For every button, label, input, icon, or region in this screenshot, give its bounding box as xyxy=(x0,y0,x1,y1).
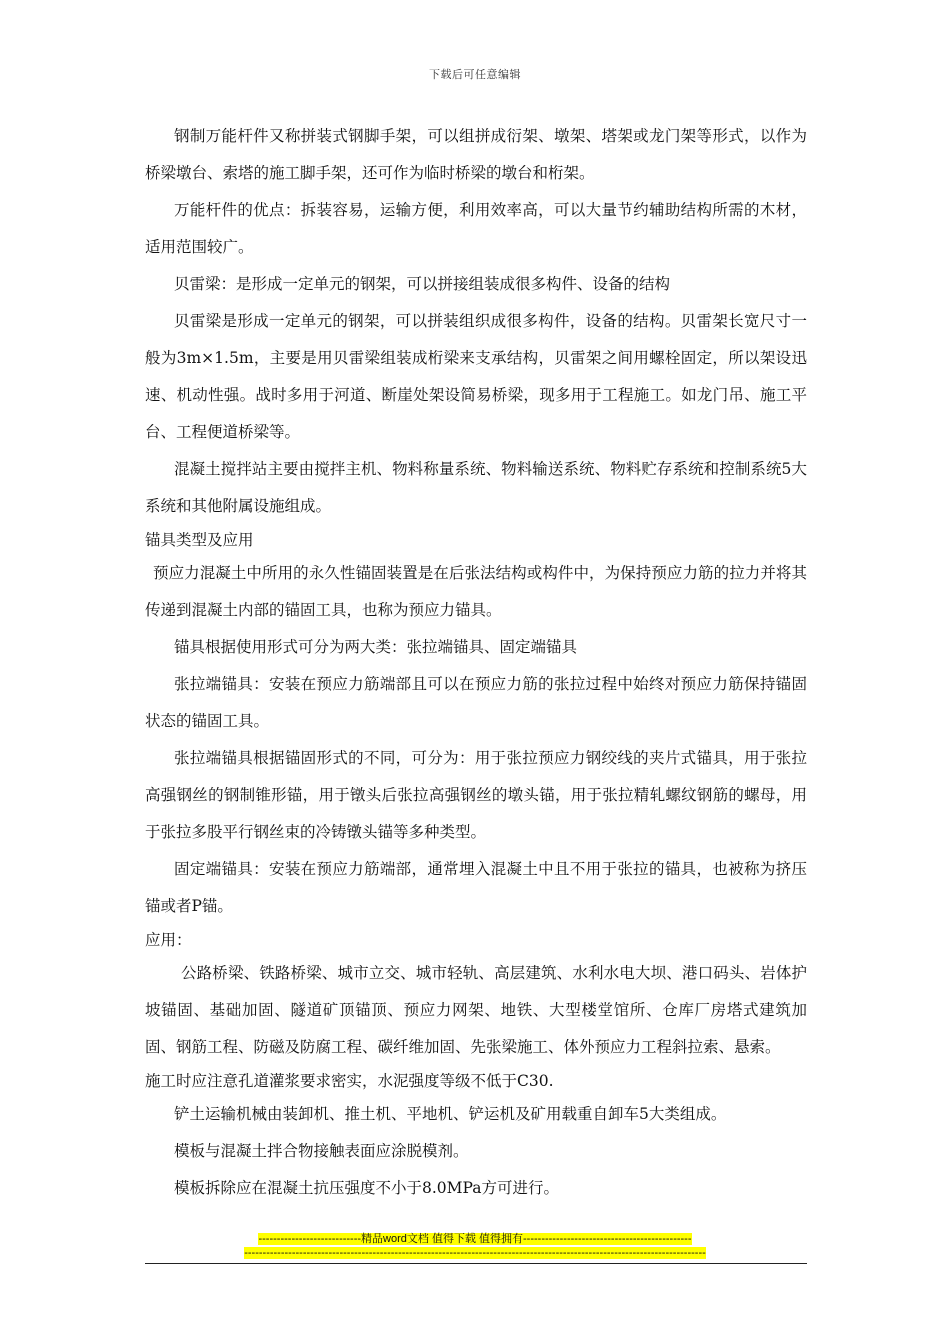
paragraph-grouting-note: 施工时应注意孔道灌浆要求密实，水泥强度等级不低于C30. xyxy=(145,1072,554,1090)
paragraph-formwork-removal: 模板拆除应在混凝土抗压强度不小于8.0MPa方可进行。 xyxy=(174,1179,559,1197)
paragraph-release-agent: 模板与混凝土拌合物接触表面应涂脱模剂。 xyxy=(174,1142,469,1160)
paragraph-fixed-end-anchor: 固定端锚具：安装在预应力筋端部，通常埋入混凝土中且不用于张拉的锚具，也被称为挤压锚或者P锚。 xyxy=(145,860,807,915)
footer-dash-line xyxy=(0,1247,950,1259)
paragraph-bailey-beam-definition: 贝雷梁：是形成一定单元的钢架，可以拼接组装成很多构件、设备的结构 xyxy=(174,275,671,293)
paragraph-bailey-beam-detail: 贝雷梁是形成一定单元的钢架，可以拼装组织成很多构件，设备的结构。贝雷架长宽尺寸一般为3m×1.5m，主要是用贝雷梁组装成桁梁来支承结构，贝雷架之间用螺栓固定，所以架设迅速、机动性强。战时多用于河道、断崖处架设简易桥梁，现多用于工程施工。如龙门吊、施工平台、工程便道桥梁等。 xyxy=(145,312,807,441)
paragraph-tension-end-anchor: 张拉端锚具：安装在预应力筋端部且可以在预应力筋的张拉过程中始终对预应力筋保持锚固状态的锚固工具。 xyxy=(145,675,807,730)
footer-banner-text: ----------------------------精品word文档 值得下载 值得拥有---------------------------------------------- xyxy=(258,1233,692,1245)
paragraph-universal-members: 钢制万能杆件又称拼装式钢脚手架，可以组拼成衍架、墩架、塔架或龙门架等形式，以作为桥梁墩台、索塔的施工脚手架，还可作为临时桥梁的墩台和桁架。 xyxy=(145,127,807,182)
paragraph-anchor-categories: 锚具根据使用形式可分为两大类：张拉端锚具、固定端锚具 xyxy=(174,638,578,656)
section-heading-anchor-types: 锚具类型及应用 xyxy=(145,531,254,549)
paragraph-applications-list: 公路桥梁、铁路桥梁、城市立交、城市轻轨、高层建筑、水利水电大坝、港口码头、岩体护坡锚固、基础加固、隧道矿顶锚顶、预应力网架、地铁、大型楼堂馆所、仓库厂房塔式建筑加固、钢筋工程、防磁及防腐工程、碳纤维加固、先张梁施工、体外预应力工程斜拉索、悬索。 xyxy=(145,964,807,1056)
document-body xyxy=(145,118,807,1207)
paragraph-concrete-mixing-plant: 混凝土搅拌站主要由搅拌主机、物料称量系统、物料输送系统、物料贮存系统和控制系统5大系统和其他附属设施组成。 xyxy=(145,460,807,515)
paragraph-prestress-anchor: 预应力混凝土中所用的永久性锚固装置是在后张法结构或构件中，为保持预应力筋的拉力并将其传递到混凝土内部的锚固工具，也称为预应力锚具。 xyxy=(145,564,807,619)
footer-divider xyxy=(145,1263,807,1264)
footer-dash-text: ------------------------------------------------------------------------------------------------------------------------------ xyxy=(244,1247,706,1259)
paragraph-earthmoving-machinery: 铲土运输机械由装卸机、推土机、平地机、铲运机及矿用载重自卸车5大类组成。 xyxy=(174,1105,727,1123)
page-header: 下载后可任意编辑 xyxy=(429,68,521,81)
footer-banner xyxy=(0,1230,950,1246)
paragraph-universal-members-advantages: 万能杆件的优点：拆装容易，运输方便，利用效率高，可以大量节约辅助结构所需的木材，适用范围较广。 xyxy=(145,201,807,256)
section-heading-applications: 应用： xyxy=(145,931,192,949)
paragraph-tension-end-anchor-types: 张拉端锚具根据锚固形式的不同，可分为：用于张拉预应力钢绞线的夹片式锚具，用于张拉高强钢丝的钢制锥形锚，用于镦头后张拉高强钢丝的墩头锚，用于张拉精轧螺纹钢筋的螺母，用于张拉多股平行钢丝束的冷铸镦头锚等多种类型。 xyxy=(145,749,807,841)
